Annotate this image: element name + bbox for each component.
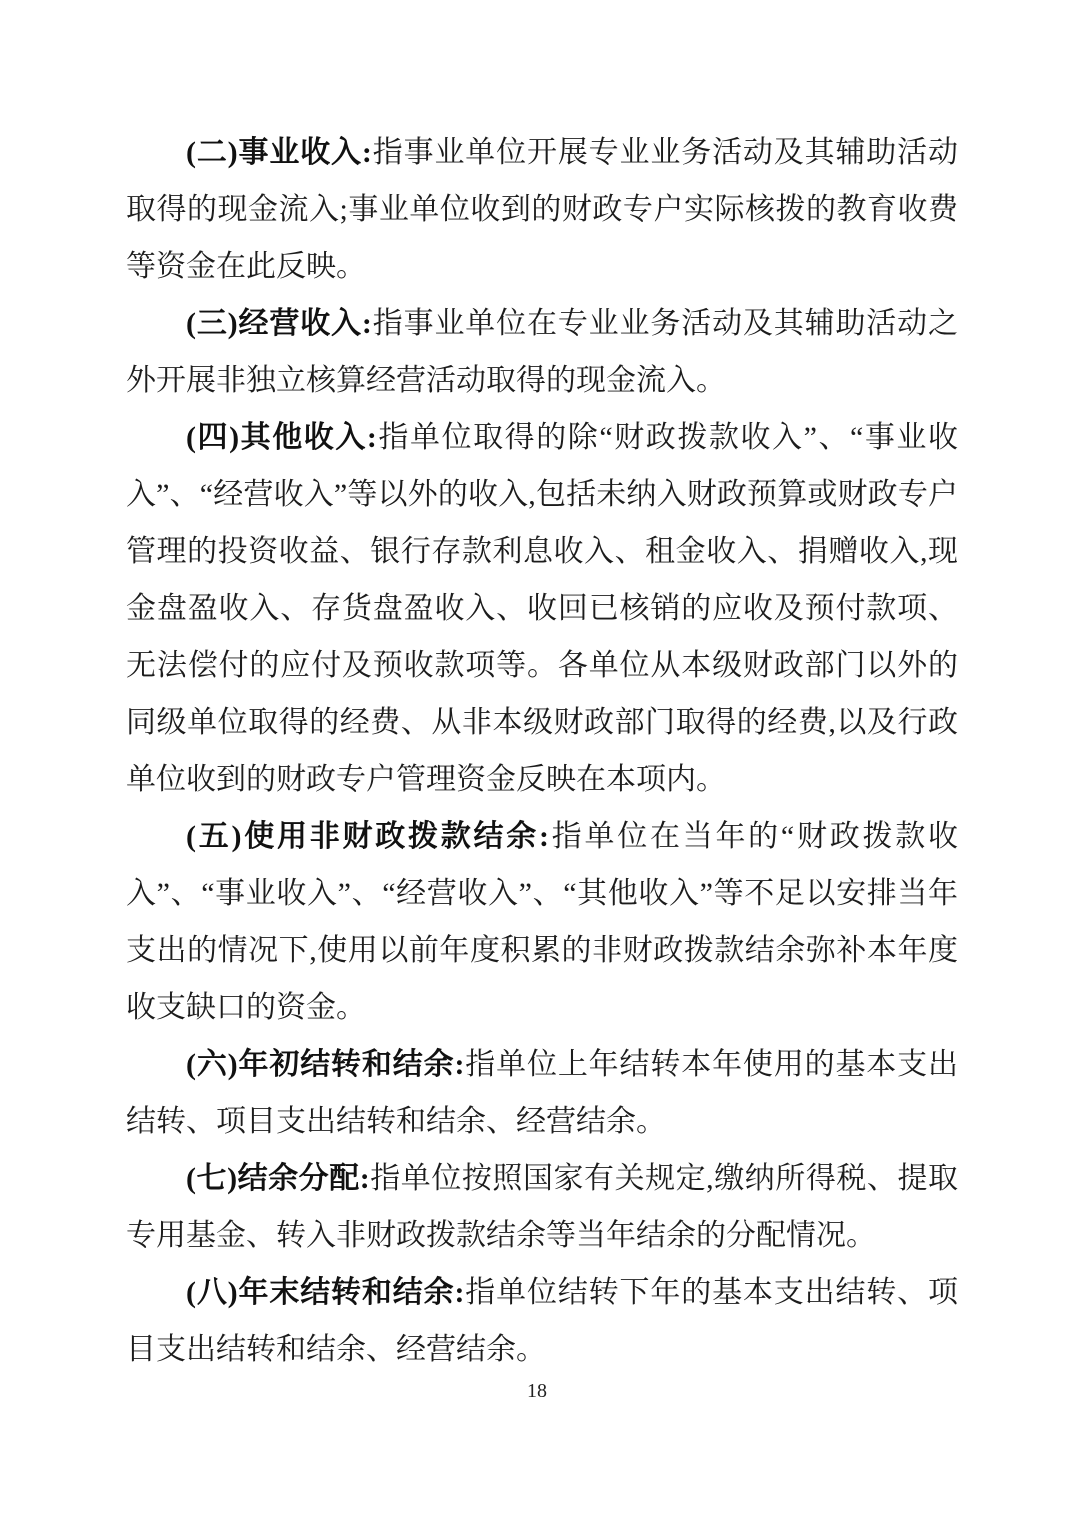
term-definition: 指单位结转下年的基本支出结转、项目支出结转和结余、经营结余。 [126, 1276, 959, 1366]
definition-paragraph-year-end-carryover [126, 1264, 958, 1378]
term-heading: (四)其他收入: [186, 421, 377, 454]
term-definition: 指单位在当年的“财政拨款收入”、“事业收入”、“经营收入”、“其他收入”等不足以安排当年支出的情况下,使用以前年度积累的非财政拨款结余弥补本年度收支缺口的资金。 [126, 820, 958, 1024]
term-heading: (三)经营收入: [186, 307, 372, 340]
term-definition: 指事业单位在专业业务活动及其辅助活动之外开展非独立核算经营活动取得的现金流入。 [126, 307, 958, 397]
definition-paragraph-non-fiscal-surplus-use [126, 808, 958, 1036]
term-definition: 指事业单位开展专业业务活动及其辅助活动取得的现金流入;事业单位收到的财政专户实际核拨的教育收费等资金在此反映。 [126, 136, 958, 283]
page-number: 18 [527, 1380, 547, 1402]
term-definition: 指单位上年结转本年使用的基本支出结转、项目支出结转和结余、经营结余。 [126, 1048, 959, 1138]
definition-paragraph-surplus-distribution [126, 1150, 958, 1264]
page-content [126, 124, 958, 1378]
definition-paragraph-business-income [126, 124, 958, 295]
term-heading: (八)年末结转和结余: [186, 1276, 465, 1309]
definition-paragraph-other-income [126, 409, 958, 808]
term-heading: (七)结余分配: [186, 1162, 370, 1195]
term-heading: (二)事业收入: [186, 136, 372, 169]
term-heading: (五)使用非财政拨款结余: [186, 820, 549, 853]
definition-paragraph-operating-income [126, 295, 958, 409]
definition-paragraph-beginning-year-carryover [126, 1036, 958, 1150]
term-heading: (六)年初结转和结余: [186, 1048, 465, 1081]
term-definition: 指单位取得的除“财政拨款收入”、“事业收入”、“经营收入”等以外的收入,包括未纳入财政预算或财政专户管理的投资收益、银行存款利息收入、租金收入、捐赠收入,现金盘盈收入、存货盘盈收入、收回已核销的应收及预付款项、无法偿付的应付及预收款项等。各单位从本级财政部门以外的同级单位取得的经费、从非本级财政部门取得的经费,以及行政单位收到的财政专户管理资金反映在本项内。 [126, 421, 958, 796]
term-definition: 指单位按照国家有关规定,缴纳所得税、提取专用基金、转入非财政拨款结余等当年结余的分配情况。 [126, 1162, 958, 1252]
